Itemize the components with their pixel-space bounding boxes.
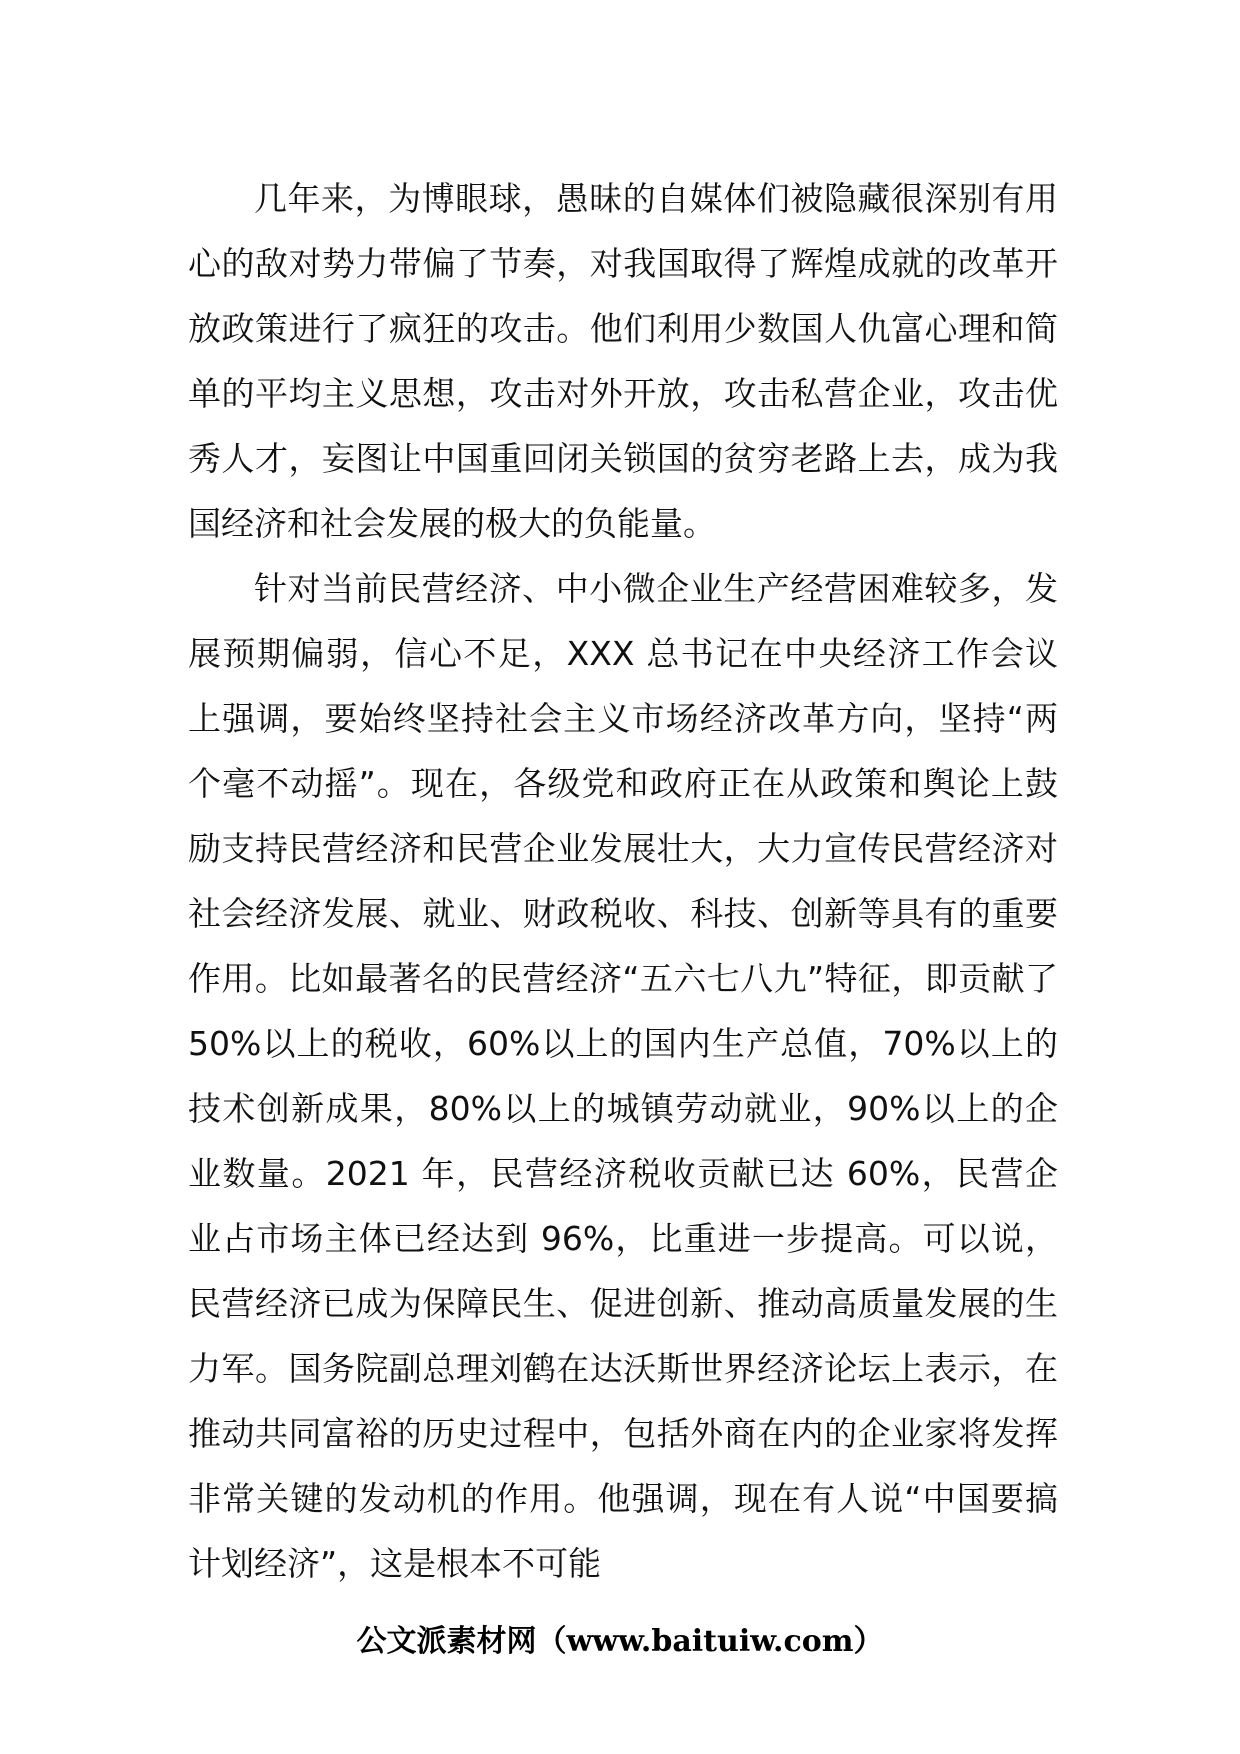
paragraph-1: 几年来，为博眼球，愚昧的自媒体们被隐藏很深别有用心的敌对势力带偏了节奏，对我国取得了辉煌成就的改革开放政策进行了疯狂的攻击。他们利用少数国人仇富心理和简单的平均主义思想，攻击对外开放，攻击私营企业，攻击优秀人才，妄图让中国重回闭关锁国的贫穷老路上去，成为我国经济和社会发展的极大的负能量。 [188,179,1058,543]
footer-source: 公文派素材网（www.baituiw.com） [356,1624,884,1659]
document-body [188,166,1058,1596]
paragraph-2: 针对当前民营经济、中小微企业生产经营困难较多，发展预期偏弱，信心不足，XXX 总书记在中央经济工作会议上强调，要始终坚持社会主义市场经济改革方向，坚持“两个毫不动摇”。现在，各级党和政府正在从政策和舆论上鼓励支持民营经济和民营企业发展壮大，大力宣传民营经济对社会经济发展、就业、财政税收、科技、创新等具有的重要作用。比如最著名的民营经济“五六七八九”特征，即贡献了 50%以上的税收，60%以上的国内生产总值，70%以上的技术创新成果，80%以上的城镇劳动就业，90%以上的企业数量。2021 年，民营经济税收贡献已达 60%，民营企业占市场主体已经达到 96%，比重进一步提高。可以说，民营经济已成为保障民生、促进创新、推动高质量发展的生力军。国务院副总理刘鹤在达沃斯世界经济论坛上表示，在推动共同富裕的历史过程中，包括外商在内的企业家将发挥非常关键的发动机的作用。他强调，现在有人说“中国要搞计划经济”，这是根本不可能 [188,569,1058,1583]
